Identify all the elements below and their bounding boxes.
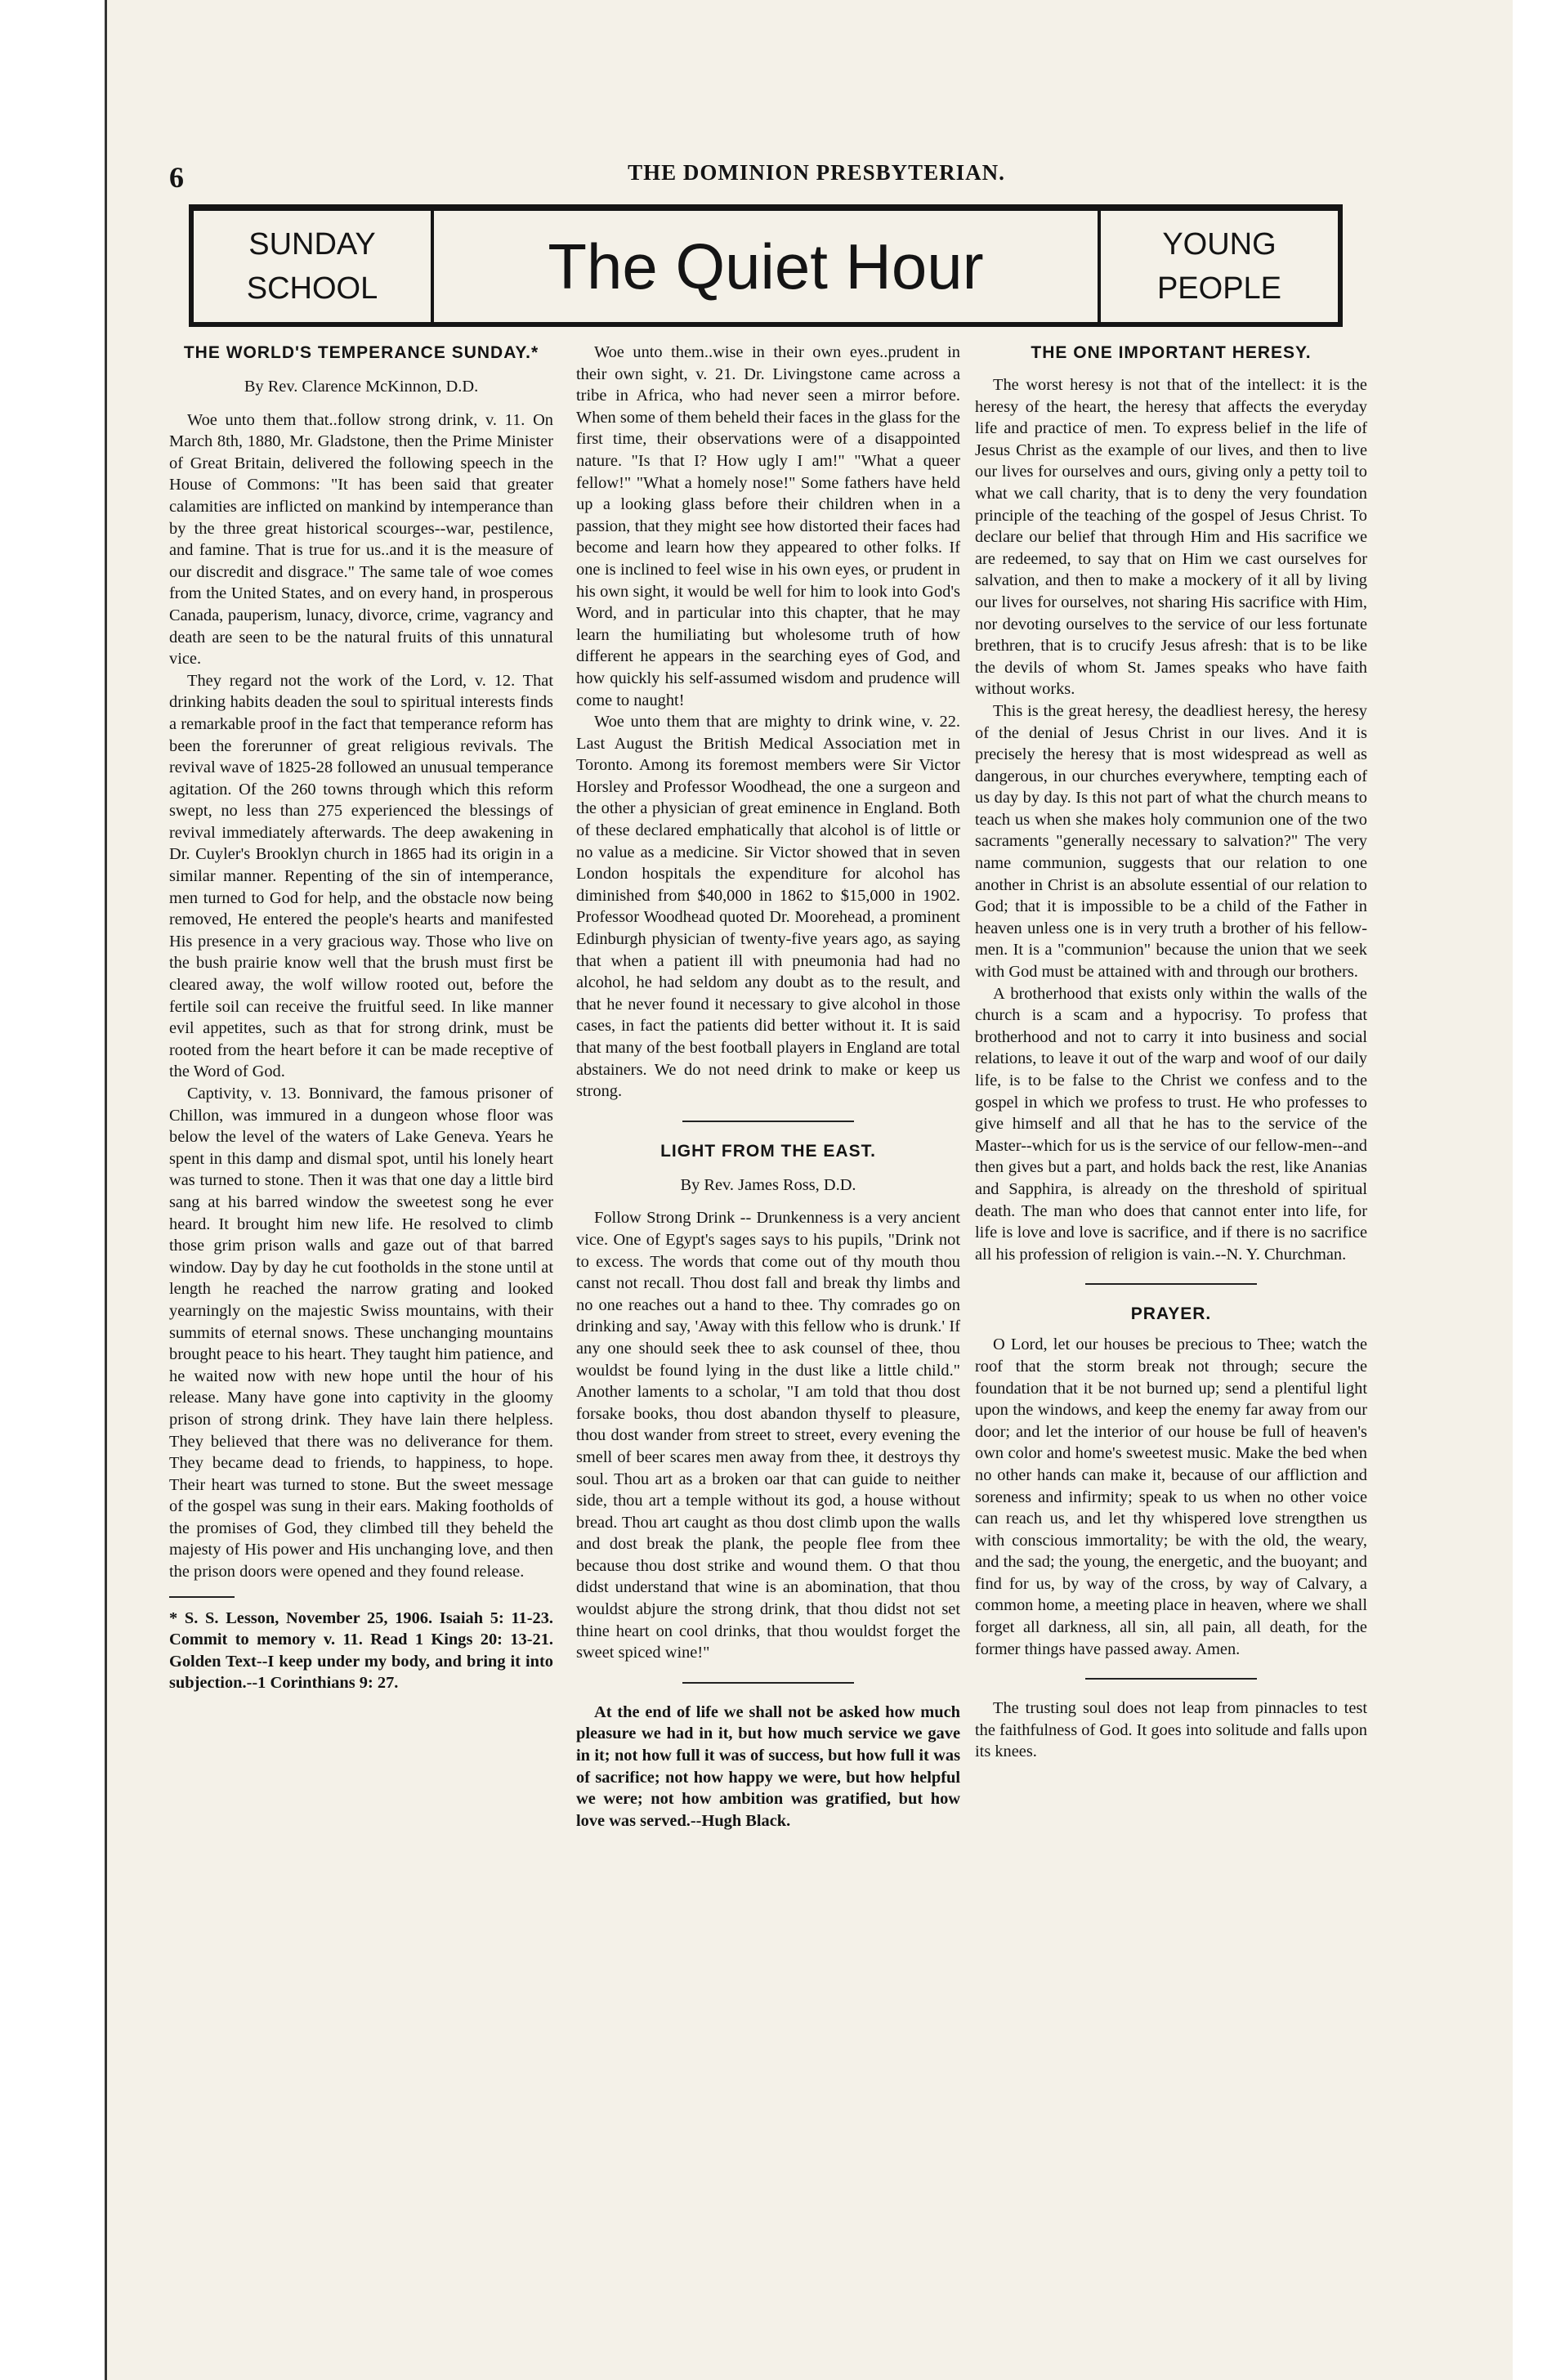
article-byline: By Rev. James Ross, D.D.	[680, 1175, 856, 1194]
article-paragraph: Follow Strong Drink -- Drunkenness is a very ancient vice. One of Egypt's sages says to his pupils, "Drink not to excess. The words that come out of thy mouth thou canst not recall. Thou dost fall and break thy limbs and no one reaches out a hand to thee. Thy comrades go on drinking and say, 'Away with this fellow who is drunk.' If any one should seek thee to ask counsel of thee, thou wouldst be found lying in the dust like a little child." Another laments to a scholar, "I am told that thou dost forsake books, thou dost abandon thyself to pleasure, thou dost wander from street to street, every evening the smell of beer scares men away from thee, it destroys thy soul. Thou art as a broken oar that can guide to neither side, thou art a temple without its god, a house without bread. Thou art caught as thou dost climb upon the walls and dost break the plank, the people flee from thee because thou dost strike and wound them. O that thou didst understand that wine is an abomination, that thou wouldst abjure the strong drink, that thou didst not set thine heart on cool drinks, that thou wouldst forget the sweet spiced wine!"	[576, 1209, 960, 1662]
footnote-rule	[169, 1596, 235, 1598]
quote-block	[576, 1702, 960, 1832]
divider-rule	[1085, 1678, 1257, 1680]
article-paragraph: A brotherhood that exists only within the walls of the church is a scam and a hypocrisy. To profess that brotherhood and not to carry it into business and social relations, to leave it out of the warp and woof of our daily life, is to be false to the Christ we confess and to the gospel in which we profess to trust. He who professes to give himself and all that he has to the service of the Master--which for us is the service of our fellow-men--and then gives but a part, and holds back the rest, like Ananias and Sapphira, is already on the threshold of spiritual death. The man who does that cannot enter into life, for life is love and love is sacrifice, and if there is no sacrifice all his profession of religion is vain.--N. Y. Churchman.	[975, 984, 1367, 1264]
column-1	[169, 342, 553, 1694]
banner-title: The Quiet Hour	[548, 230, 984, 302]
article-paragraph: O Lord, let our houses be precious to Thee; watch the roof that the storm break not through; secure the foundation that it be not burned up; send a plentiful light upon the windows, and keep the enemy far away from our door; and let the interior of our house be full of heaven's own color and home's sweetest music. Make the bed when no other hands can make it, because of our affliction and soreness and infirmity; speak to us when no other voice can reach us, and let thy whispered love strengthen us with conscious immortality; be with the old, the weary, and the sad; the young, the energetic, and the buoyant; and find for us, by way of the cross, by way of Calvary, a common home, a meeting place in heaven, where we shall forget all darkness, all sin, all pain, all death, for the former things have passed away. Amen.	[975, 1335, 1367, 1658]
divider-rule	[1085, 1283, 1257, 1285]
footnote-text: * S. S. Lesson, November 25, 1906. Isaiah 5: 11-23. Commit to memory v. 11. Read 1 Kings 20: 13-21. Golden Text--I keep under my body, and bring it into subjection.--1 Corinthians 9: 27.	[169, 1608, 553, 1693]
article-byline: By Rev. Clarence McKinnon, D.D.	[244, 378, 479, 396]
running-head: THE DOMINION PRESBYTERIAN.	[628, 160, 1005, 185]
page-number: 6	[169, 161, 184, 194]
article-paragraph: Woe unto them that are mighty to drink wine, v. 22. Last August the British Medical Association met in Toronto. Among its foremost members were Sir Victor Horsley and Professor Woodhead, the one a surgeon and the other a physician of great eminence in England. Both of these declared emphatically that alcohol is of little or no value as a medicine. Sir Victor showed that in seven London hospitals the expenditure for alcohol has diminished from $40,000 in 1862 to $15,000 in 1902. Professor Woodhead quoted Dr. Moorehead, a prominent Edinburgh physician of twenty-five years ago, as saying that when a patient ill with pneumonia had had no alcohol, he had seldom any doubt as to the result, and that he never found it necessary to give alcohol in those cases, in fact the patients did better without it. It is said that many of the best football players in England are total abstainers. We do not need drink to make or keep us strong.	[576, 713, 960, 1101]
article-paragraph: Woe unto them..wise in their own eyes..prudent in their own sight, v. 21. Dr. Livingstone came across a tribe in Africa, who had never seen a mirror before. When some of them beheld their faces in the glass for the first time, their observations were of a disappointed nature. "Is that I? How ugly I am!" "What a queer fellow!" "What a homely nose!" Some fathers have held up a looking glass before their children when in a passion, that they might see how distorted their faces had become and learn how they appeared to other folks. If one is inclined to feel wise in his own eyes, or prudent in his own sight, it would be well for him to look into God's Word, and in particular into this chapter, that he may learn the humiliating but wholesome truth of how different he appears in the searching eyes of God, and how quickly his self-assumed wisdom and prudence will come to naught!	[576, 343, 960, 709]
page-content	[169, 0, 1464, 2380]
banner-left-box	[194, 211, 434, 322]
quote-text: At the end of life we shall not be asked how much pleasure we had in it, but how much service we gave in it; not how full it was of success, but how full it was of sacrifice; not how happy we were, but how helpful we were; not how ambition was gratified, but how love was served.--Hugh Black.	[576, 1702, 960, 1830]
article-paragraph: Woe unto them that..follow strong drink, v. 11. On March 8th, 1880, Mr. Gladstone, then the Prime Minister of Great Britain, delivered the following speech in the House of Commons: "It has been said that greater calamities are inflicted on mankind by intemperance than by the three great historical scourges--war, pestilence, and famine. That is true for us..and it is the measure of our discredit and disgrace." The same tale of woe comes from the United States, and on every hand, in prosperous Canada, pauperism, lunacy, divorce, crime, vagrancy and death are seen to be the natural fruits of this unnatural vice.	[169, 410, 553, 669]
column-2	[576, 342, 960, 1832]
banner-left-bottom: SCHOOL	[246, 271, 378, 306]
banner-right-bottom: PEOPLE	[1156, 271, 1282, 306]
footnote	[169, 1608, 553, 1694]
article-heading: PRAYER.	[1130, 1304, 1212, 1324]
divider-rule	[682, 1682, 854, 1684]
banner-right-box	[1098, 211, 1338, 322]
column-3	[975, 342, 1367, 1763]
divider-rule	[682, 1121, 854, 1122]
section-banner	[189, 204, 1343, 327]
article-heading: THE WORLD'S TEMPERANCE SUNDAY.*	[183, 343, 539, 362]
article-paragraph: Captivity, v. 13. Bonnivard, the famous prisoner of Chillon, was immured in a dungeon whose floor was below the level of the waters of Lake Geneva. Years he spent in this damp and dismal spot, until his lonely heart was turned to stone. Then it was that one day a little bird sang at his barred window the sweetest song he ever heard. It brought him new life. He resolved to climb those grim prison walls and gaze out of that barred window. Day by day he cut footholds in the stone until at length he reached the narrow grating and looked yearningly on the majestic Swiss mountains, with their summits of eternal snows. These unchanging mountains brought peace to his heart. They taught him patience, and he waited now with new hope until the hour of his release. Many have gone into captivity in the gloomy prison of strong drink. They have lain there helpless. They believed that there was no deliverance for them. They became dead to friends, to happiness, to hope. Their heart was turned to stone. But the sweet message of the gospel was sung in their ears. Making footholds of the promises of God, they climbed till they beheld the majesty of His power and His unchanging love, and then the prison doors were opened and they found release.	[169, 1085, 553, 1581]
newspaper-page	[105, 0, 1513, 2380]
article-paragraph: They regard not the work of the Lord, v. 12. That drinking habits deaden the soul to spiritual interests finds a remarkable proof in the fact that temperance reform has been the forerunner of great religious revivals. The revival wave of 1825-28 followed an unusual temperance agitation. Of the 260 towns through which this reform swept, no less than 275 experienced the blessings of revival immediately afterwards. The deep awakening in Dr. Cuyler's Brooklyn church in 1865 had its origin in a similar manner. Repenting of the sin of intemperance, men turned to God for help, and the obstacle now being removed, He entered the people's hearts and manifested His presence in a very gracious way. Those who live on the bush prairie know well that the brush must first be cleared away, the wolf willow rooted out, before the fertile soil can receive the fruitful seed. In like manner evil appetites, such as that for strong drink, must be rooted from the heart before it can be made receptive of the Word of God.	[169, 671, 553, 1081]
article-paragraph: The worst heresy is not that of the intellect: it is the heresy of the heart, the heresy that affects the everyday life and practice of men. To express belief in the life of Jesus Christ as the example of our lives, and then to live our lives for ourselves and ours, giving only a petty toil to what we call charity, that is to deny the very foundation principle of the teaching of the gospel of Jesus Christ. To declare our belief that through Him and His sacrifice we are redeemed, to say that on Him we cast ourselves for salvation, and then to make a mockery of it all by living our lives for ourselves, not sharing His sacrifice with Him, nor devoting ourselves to the service of our less fortunate brethren, that is to crucify Jesus afresh: that is to be like the devils of whom St. James speaks who have faith without works.	[975, 376, 1367, 699]
article-heading: LIGHT FROM THE EAST.	[660, 1141, 876, 1161]
article-heading: THE ONE IMPORTANT HERESY.	[1031, 343, 1312, 362]
article-paragraph: This is the great heresy, the deadliest heresy, the heresy of the denial of Jesus Christ in our lives. And it is precisely the heresy that is most widespread as well as dangerous, in our churches everywhere, tempting each of us day by day. Is this not part of what the church means to teach us when she makes holy communion one of the two sacraments "generally necessary to salvation?" The very name communion, suggests that our relation to one another in Christ is an absolute essential of our relation to God; that it is impossible to be a child of the Father in heaven unless one is in very truth a brother of his fellow-men. It is a "communion" because the union that we seek with God must be attained with and through our brothers.	[975, 701, 1367, 982]
banner-right-top: YOUNG	[1162, 227, 1277, 262]
closing-note: The trusting soul does not leap from pinnacles to test the faithfulness of God. It goes into solitude and falls upon its knees.	[975, 1699, 1367, 1761]
banner-left-top: SUNDAY	[248, 227, 376, 262]
